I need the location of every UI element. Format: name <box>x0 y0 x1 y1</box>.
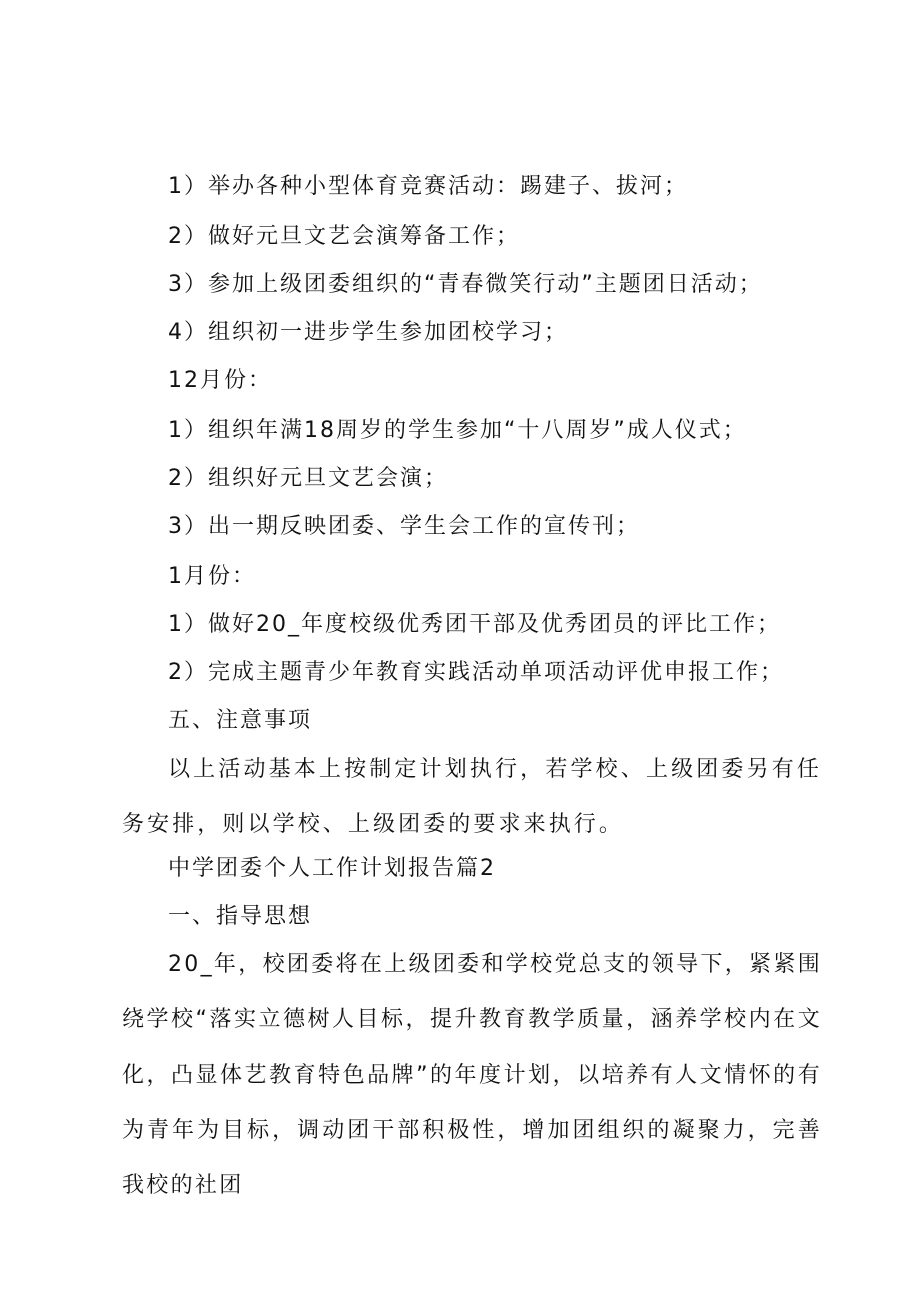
text-line: 4）组织初一进步学生参加团校学习； <box>168 320 568 345</box>
text-line: 3）参加上级团委组织的“青春微笑行动”主题团日活动； <box>168 272 763 297</box>
text-line: 1）组织年满18周岁的学生参加“十八周岁”成人仪式； <box>168 418 747 443</box>
month-heading: 1月份： <box>168 564 256 589</box>
section-heading: 一、指导思想 <box>168 904 313 929</box>
text-line: 2）完成主题青少年教育实践活动单项活动评优申报工作； <box>168 660 784 685</box>
text-line: 3）出一期反映团委、学生会工作的宣传刊； <box>168 514 640 539</box>
section-heading: 五、注意事项 <box>168 708 313 733</box>
text-line: 1）做好20_年度校级优秀团干部及优秀团员的评比工作； <box>168 612 781 637</box>
section-title: 中学团委个人工作计划报告篇2 <box>168 856 496 881</box>
text-line: 2）组织好元旦文艺会演； <box>168 466 448 491</box>
body-paragraph: 以上活动基本上按制定计划执行，若学校、上级团委另有任务安排，则以学校、上级团委的要求来执行。 <box>122 757 822 838</box>
month-heading: 12月份： <box>168 368 272 393</box>
body-paragraph: 20_年，校团委将在上级团委和学校党总支的领导下，紧紧围绕学校“落实立德树人目标，提升教育教学质量，涵养学校内在文化，凸显体艺教育特色品牌”的年度计划，以培养有人文情怀的有为青年为目标，调动团干部积极性，增加团组织的凝聚力，完善我校的社团 <box>122 952 822 1199</box>
text-line: 1）举办各种小型体育竞赛活动：踢建子、拔河； <box>168 174 688 199</box>
text-line: 2）做好元旦文艺会演筹备工作； <box>168 224 520 249</box>
